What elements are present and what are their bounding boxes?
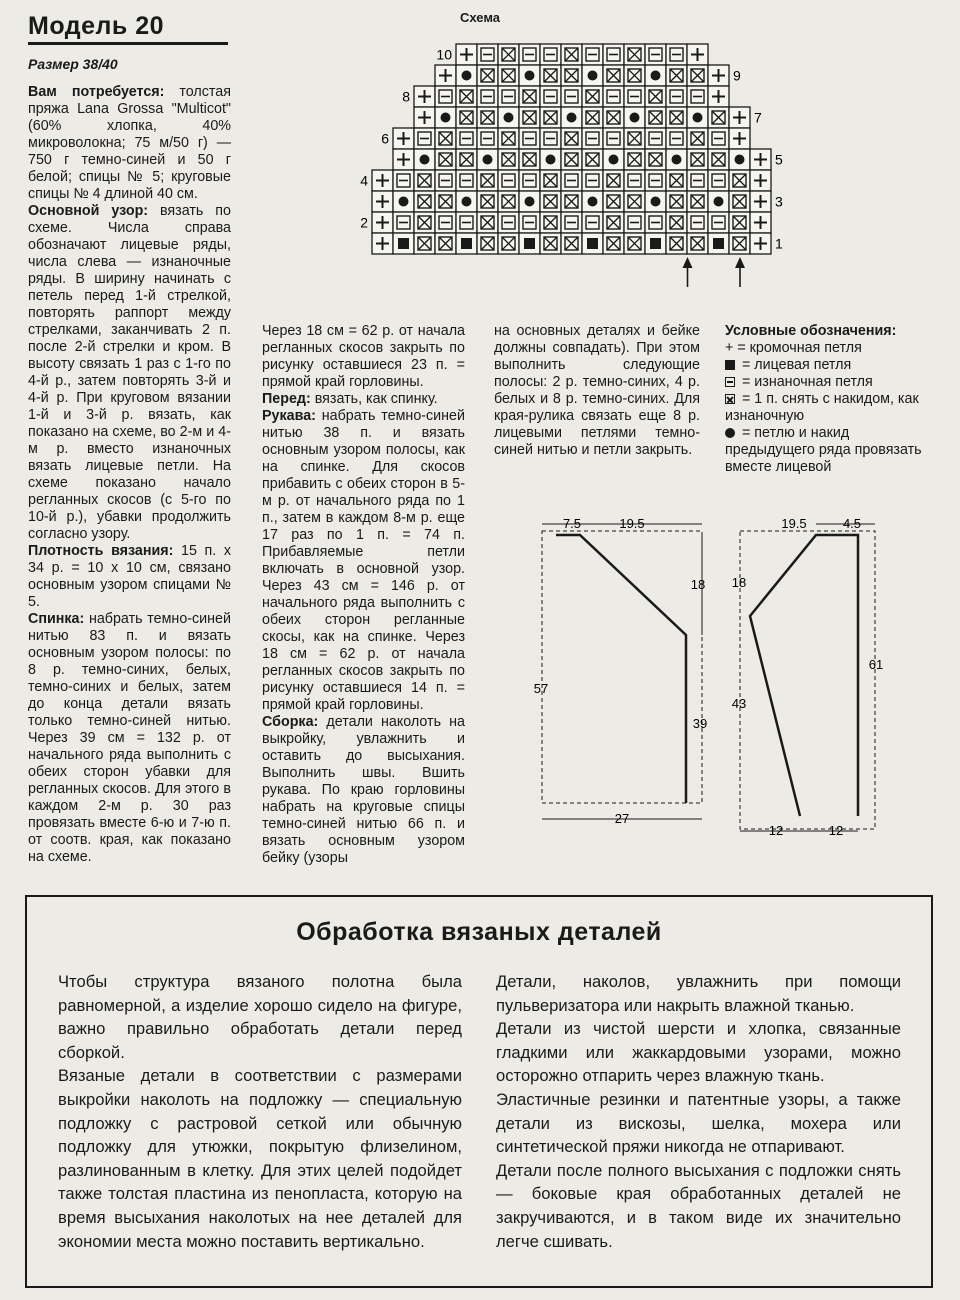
repeat-arrow-icon [683,257,693,287]
chart-cell [687,233,708,254]
legend-item-text: = петлю и накид предыдущего ряда провязать вместе лицевой [725,425,922,475]
instructions-column-3 [494,323,700,459]
row-number-right: 7 [754,109,762,126]
chart-cell [540,107,561,128]
instructions-column-2 [262,323,465,867]
chart-cell [603,65,624,86]
chart-cell [498,170,519,191]
chart-cell [498,44,519,65]
info-box-left-column [58,970,462,1253]
chart-cell [414,149,435,170]
row-number-right: 1 [775,235,783,252]
chart-cell [561,191,582,212]
row-number-left: 6 [381,130,389,147]
body-pattern-frame [542,531,702,803]
chart-cell [687,128,708,149]
chart-cell [666,86,687,107]
chart-cell [645,212,666,233]
chart-cell [666,107,687,128]
legend-item-text: = изнаночная петля [738,374,873,390]
chart-cell [561,170,582,191]
chart-cell [729,149,750,170]
paragraph-text: детали наколоть на выкройку, увлажнить и оставить до высыхания. Выполнить швы. Вшить рукава. По краю горловины набрать на круговые спицы темно-синей нитью 66 п. и вязать основным узором бейку (узоры [262,714,465,866]
chart-cell [750,212,771,233]
row-number-left: 8 [402,88,410,105]
body-dim-bottom: 27 [614,811,630,826]
sleeve-dim-top-right: 4.5 [842,516,862,531]
chart-cell [435,86,456,107]
chart-cell [477,212,498,233]
row-number-left: 10 [436,46,452,63]
chart-cell [645,233,666,254]
chart-cell [603,86,624,107]
chart-cell [708,86,729,107]
legend-item-text: = лицевая петля [738,357,852,373]
paragraph [28,611,231,866]
info-paragraph: Чтобы структура вязаного полотна была равномерной, а изделие хорошо сидело на фигуре, важно правильно обработать детали перед сборкой. [58,972,462,1062]
body-pattern-piece [520,505,720,850]
paragraph-lead: Вам потребуется: [28,84,165,100]
chart-cell [456,44,477,65]
stitch-chart [350,30,800,290]
paragraph-lead: Основной узор: [28,203,149,219]
chart-cell [624,212,645,233]
title-underline [28,42,228,45]
chart-cell [540,170,561,191]
chart-cell [435,107,456,128]
chart-cell [582,212,603,233]
legend-item [725,357,935,374]
chart-cell [729,212,750,233]
legend-item [725,340,935,357]
chart-cell [435,170,456,191]
chart-cell [561,128,582,149]
chart-cell [519,107,540,128]
chart-cell [519,170,540,191]
chart-cell [645,191,666,212]
chart-cell [729,191,750,212]
chart-cell [372,212,393,233]
sleeve-pattern-frame [740,531,875,829]
info-paragraph: Эластичные резинки и патентные узоры, а также детали из вискозы, шелка, мохера или синтетической пряжи никогда не отпаривают. [496,1089,901,1157]
chart-cell [477,65,498,86]
paragraph [262,714,465,867]
chart-cell [624,149,645,170]
chart-cell [750,233,771,254]
chart-cell [666,44,687,65]
paragraph [28,203,231,543]
chart-cell [624,44,645,65]
info-paragraph: Вязаные детали в соответствии с размерами выкройки наколоть на подложку — специальную подложку с растровой сеткой или обычную подложку для утюжки, покрытую флизелином, разлинованным в клетку. Для этих целей подойдет также толстая пластина из пенопласта, которую на время высыхания наколотых на нее деталей для экономии места можно поставить вертикально. [58,1066,462,1251]
chart-cell [687,212,708,233]
paragraph-lead: Плотность вязания: [28,543,174,559]
chart-cell [645,65,666,86]
chart-cell [708,149,729,170]
chart-cell [414,170,435,191]
chart-cell [456,107,477,128]
chart-cell [624,107,645,128]
chart-cell [498,233,519,254]
chart-cell [414,128,435,149]
chart-cell [435,128,456,149]
chart-cell [666,149,687,170]
instructions-column-1 [28,84,231,866]
chart-cell [624,65,645,86]
paragraph [262,408,465,714]
chart-cell [603,107,624,128]
chart-cell [582,233,603,254]
body-dim-top-right: 19.5 [619,516,645,531]
chart-cell [708,233,729,254]
chart-cell [645,107,666,128]
chart-cell [687,65,708,86]
chart-cell [708,128,729,149]
chart-cell [687,149,708,170]
chart-cell [435,65,456,86]
sleeve-dim-bottom-left: 12 [768,823,784,838]
chart-cell [435,191,456,212]
chart-cell [645,44,666,65]
chart-cell [708,65,729,86]
filled-stitch-icon [725,360,735,370]
legend-title: Условные обозначения: [725,323,897,339]
chart-cell [477,107,498,128]
paragraph [262,391,465,408]
chart-cell [435,212,456,233]
chart-cell [498,191,519,212]
legend-item [725,391,935,425]
paragraph-text: вязать по схеме. Числа справа обозначают лицевые ряды, числа слева — изнаночные ряды. В ширину начинать с петель перед 1-й стрелкой, повторять раппорт между стрелками, заканчивать 2 п. после 2-й стрелки и кром. В высоту связать 1 раз с 1-го по 4-й р., затем повторять 3-й и 4-й р. При круговом вязании 1-й и 3-й р. вязать, как показано на схеме, во 2-м и 4-м р. вместо изнаночных вязать лицевые петли. На схеме показано начало регланных скосов (с 5-го по 10-й р.), убавки продолжить согласно узору. [28,203,231,542]
paragraph-text: толстая пряжа Lana Grossa "Multicot" (60% хлопка, 40% микроволокна; 75 м/50 г) — 750 г темно-синей и 50 г белой; спицы № 5; круговые спицы № 4 длиной 40 см. [28,84,231,202]
paragraph-lead: Сборка: [262,714,319,730]
chart-cell [666,128,687,149]
dot-stitch-icon [725,428,735,438]
chart-cell [582,170,603,191]
chart-cell [519,149,540,170]
chart-cell [624,233,645,254]
chart-cell [393,149,414,170]
chart-cell [414,107,435,128]
info-paragraph: Детали из чистой шерсти и хлопка, связанные гладкими или жаккардовыми узорами, можно осторожно отпарить через влажную ткань. [496,1019,901,1086]
chart-cell [540,149,561,170]
row-number-left: 2 [360,214,368,231]
body-dim-right-lower: 39 [692,716,708,731]
chart-cell [456,212,477,233]
chart-cell [561,86,582,107]
chart-cell [624,170,645,191]
chart-cell [666,212,687,233]
chart-cell [456,191,477,212]
repeat-arrow-icon [735,257,745,287]
paragraph [28,543,231,611]
chart-cell [687,44,708,65]
chart-cell [498,65,519,86]
paragraph-text: набрать темно-синей нитью 38 п. и вязать основным узором полосы, как на спинке. Для скосов прибавить с обеих сторон в 5-м р. от начального ряда по 1 п., затем в каждом 8-м р. еще 17 раз по 1 п. = 74 п. Прибавляемые петли включать в основной узор. Через 43 см = 146 р. от начального ряда выполнить с обеих сторон регланные скосы, как на спинке. Через 18 см = 62 р. от начала регланных скосов закрыть по рисунку оставшиеся 14 п. = прямой край горловины. [262,408,465,713]
chart-cell [561,107,582,128]
chart-cell [477,170,498,191]
chart-cell [750,149,771,170]
chart-cell [540,65,561,86]
paragraph-lead: Рукава: [262,408,316,424]
chart-cell [414,191,435,212]
chart-cell [561,149,582,170]
chart-cell [729,170,750,191]
size-label: Размер 38/40 [28,56,118,72]
paragraph-text: 15 п. х 34 р. = 10 х 10 см, связано основным узором спицами № 5. [28,543,231,610]
body-dim-top-left: 7.5 [562,516,582,531]
paragraph-text: набрать темно-синей нитью 83 п. и вязать основным узором полосы: по 8 р. темно-синих, белых, темно-синих и белых, затем до конца детали вязать только темно-синей нитью. Через 39 см = 132 р. от начального ряда выполнить с обеих сторон убавки для регланных скосов. Для этого в каждом 2-м р. 30 раз провязать вместе 6-ю и 7-ю п. от соотв. края, как показано на схеме. [28,611,231,865]
chart-cell [729,233,750,254]
legend-item-text: = 1 п. снять с накидом, как изнаночную [725,391,919,424]
chart-cell [750,191,771,212]
chart-cell [729,107,750,128]
chart-cell [666,233,687,254]
chart-cell [687,170,708,191]
chart-cell [687,191,708,212]
chart-cell [708,107,729,128]
paragraph-lead: Перед: [262,391,311,407]
chart-cell [519,212,540,233]
chart-cell [603,128,624,149]
chart-cell [540,233,561,254]
chart-cell [477,128,498,149]
sleeve-pattern-outline [750,535,858,816]
chart-cell [393,191,414,212]
chart-cell [498,149,519,170]
chart-cell [603,170,624,191]
chart-cell [582,128,603,149]
paragraph [494,323,700,459]
chart-cell [498,107,519,128]
sleeve-dim-left-upper: 18 [731,575,747,590]
page-title: Модель 20 [28,12,165,40]
paragraph [28,84,231,203]
sleeve-dim-left-lower: 43 [731,696,747,711]
row-number-left: 4 [360,172,368,189]
chart-cell [435,233,456,254]
chart-cell [477,191,498,212]
body-pattern-outline [556,535,686,803]
chart-cell [687,86,708,107]
legend-item [725,425,935,476]
chart-cell [540,44,561,65]
chart-cell [456,149,477,170]
chart-cell [603,149,624,170]
chart-cell [582,191,603,212]
body-dim-right-upper: 18 [690,577,706,592]
legend-items [725,340,935,476]
body-dim-left: 57 [533,681,549,696]
chart-cell [456,170,477,191]
x-stitch-icon [725,394,735,404]
chart-cell [498,86,519,107]
chart-cell [540,212,561,233]
chart-cell [645,170,666,191]
chart-cell [372,170,393,191]
chart-cell [456,65,477,86]
sleeve-dim-bottom-right: 12 [828,823,844,838]
chart-cell [750,170,771,191]
legend-item [725,374,935,391]
chart-cell [540,191,561,212]
minus-stitch-icon [725,377,735,387]
sleeve-dim-top-left: 19.5 [781,516,807,531]
chart-cell [477,86,498,107]
chart-cell [645,149,666,170]
paragraph-text: на основных деталях и бейке должны совпадать). При этом выполнить следующие полосы: 2 р. темно-синих, 4 р. белых и 8 р. темно-синих. Для края-рулика связать еще 8 р. лицевыми петлями темно-синей нитью и петли закрыть. [494,323,700,458]
paragraph-lead: Спинка: [28,611,85,627]
sleeve-dim-right: 61 [868,657,884,672]
legend [725,323,935,476]
info-paragraph: Детали после полного высыхания с подложки снять — боковые края обработанных деталей не закручиваются, и в таком виде их значительно легче сшивать. [496,1160,901,1251]
chart-cell [666,191,687,212]
chart-cell [456,86,477,107]
chart-cell [708,170,729,191]
chart-cell [519,128,540,149]
chart-cell [561,44,582,65]
chart-cell [519,86,540,107]
paragraph-text: вязать, как спинку. [310,391,438,407]
chart-cell [624,191,645,212]
chart-cell [519,191,540,212]
row-number-right: 5 [775,151,783,168]
chart-cell [603,44,624,65]
chart-cell [561,233,582,254]
chart-cell [393,233,414,254]
chart-cell [477,149,498,170]
chart-cell [708,191,729,212]
chart-cell [498,212,519,233]
chart-cell [393,128,414,149]
chart-cell [645,128,666,149]
chart-cell [561,65,582,86]
chart-cell [519,65,540,86]
chart-cell [540,86,561,107]
chart-cell [645,86,666,107]
chart-cell [372,233,393,254]
chart-cell [393,170,414,191]
chart-cell [498,128,519,149]
legend-item-text: + = кромочная петля [725,340,862,356]
chart-cell [582,86,603,107]
row-number-right: 3 [775,193,783,210]
chart-cell [477,44,498,65]
chart-cell [540,128,561,149]
info-box-title: Обработка вязаных деталей [296,918,662,946]
chart-cell [582,107,603,128]
chart-cell [456,233,477,254]
chart-cell [372,191,393,212]
chart-cell [582,149,603,170]
chart-cell [708,212,729,233]
chart-cell [624,86,645,107]
chart-cell [603,191,624,212]
chart-cell [624,128,645,149]
chart-cell [456,128,477,149]
chart-cell [729,128,750,149]
chart-cell [477,233,498,254]
chart-cell [519,44,540,65]
chart-cell [414,86,435,107]
info-paragraph: Детали, наколов, увлажнить при помощи пульверизатора или накрыть влажной тканью. [496,972,901,1015]
schema-title: Схема [459,10,501,25]
paragraph [262,323,465,391]
chart-cell [561,212,582,233]
chart-cell [666,170,687,191]
chart-cell [582,65,603,86]
row-number-right: 9 [733,67,741,84]
sleeve-pattern-piece [718,505,918,850]
chart-cell [666,65,687,86]
chart-cell [414,212,435,233]
info-box-right-column [496,970,901,1253]
chart-cell [687,107,708,128]
chart-cell [603,233,624,254]
chart-cell [519,233,540,254]
paragraph-text: Через 18 см = 62 р. от начала регланных скосов закрыть по рисунку оставшиеся 23 п. = прямой край горловины. [262,323,465,390]
chart-cell [393,212,414,233]
chart-cell [582,44,603,65]
chart-cell [435,149,456,170]
chart-cell [414,233,435,254]
chart-cell [603,212,624,233]
